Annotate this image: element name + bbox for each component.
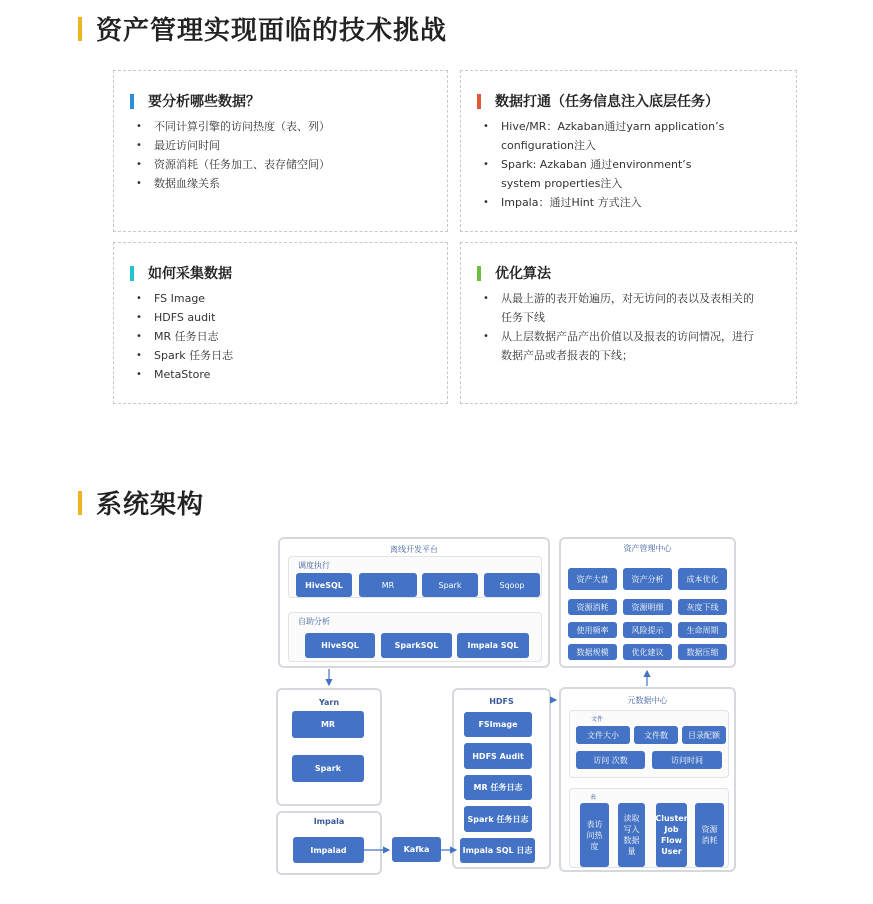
node-gray-offline: 灰度下线	[678, 599, 727, 615]
list-item: • Spark 任务日志	[136, 346, 233, 365]
node-data-scale: 数据规模	[568, 644, 617, 660]
box-title: Yarn	[318, 698, 340, 707]
node-fsimage: FSImage	[464, 712, 532, 737]
node-data-compress: 数据压缩	[678, 644, 727, 660]
node-lifecycle: 生命周期	[678, 622, 727, 638]
list-item: • MR 任务日志	[136, 327, 233, 346]
node-yarn-spark: Spark	[292, 755, 364, 782]
box-title: 资产管理中心	[623, 544, 672, 553]
node-file-count: 文件数	[634, 726, 678, 744]
node-sparksql: SparkSQL	[381, 633, 452, 658]
node-access-count: 访问 次数	[576, 751, 645, 769]
box-title: 离线开发平台	[390, 545, 438, 554]
node-hivesql-self: HiveSQL	[305, 633, 375, 658]
node-read-write: 读取写入数据量	[618, 803, 645, 867]
node-optimize-suggest: 优化建议	[623, 644, 672, 660]
card-title: 如何采集数据	[148, 266, 232, 282]
card-title: 优化算法	[495, 266, 551, 282]
node-dir-quota: 目录配额	[682, 726, 726, 744]
node-kafka: Kafka	[392, 837, 441, 862]
node-hivesql: HiveSQL	[296, 573, 352, 597]
group-label: 自助分析	[298, 617, 330, 626]
group-label: 表	[590, 794, 597, 801]
list-item: • FS Image	[136, 289, 233, 308]
list-item: • 不同计算引擎的访问热度（表、列）	[136, 117, 330, 136]
node-impalad: Impalad	[293, 837, 364, 863]
section-title-text: 系统架构	[96, 490, 205, 520]
node-risk-alert: 风险提示	[623, 622, 672, 638]
node-resource-consumption: 资源消耗	[568, 599, 617, 615]
list-item: • MetaStore	[136, 365, 233, 384]
list-item: • Hive/MR：Azkaban通过yarn application’s configuration注入	[483, 117, 733, 155]
list-item: • 从最上游的表开始遍历，对无访问的表以及表相关的任务下线	[483, 289, 758, 327]
node-mr: MR	[359, 573, 417, 597]
list-item: • 最近访问时间	[136, 136, 330, 155]
box-title: 元数据中心	[627, 696, 668, 705]
node-resource-use: 资源消耗	[695, 803, 724, 867]
node-cost-optimization: 成本优化	[678, 568, 727, 590]
node-mr-log: MR 任务日志	[464, 775, 532, 800]
node-table-heat: 表访问热度	[580, 803, 609, 867]
node-impala-sql: Impala SQL	[457, 633, 529, 658]
list-item: • 资源消耗（任务加工、表存储空间）	[136, 155, 330, 174]
node-file-size: 文件大小	[576, 726, 630, 744]
node-cluster-job: Cluster Job Flow User	[656, 803, 687, 867]
node-spark-log: Spark 任务日志	[464, 806, 532, 832]
node-impala-sql-log: Impala SQL 日志	[460, 838, 535, 863]
card-title: 数据打通（任务信息注入底层任务）	[495, 94, 719, 110]
list-item: • Spark: Azkaban 通过environment’s system properties注入	[483, 155, 733, 193]
box-title: HDFS	[489, 697, 514, 706]
node-spark: Spark	[422, 573, 478, 597]
box-title: Impala	[313, 817, 345, 826]
group-label: 文件	[591, 716, 604, 723]
node-hdfs-audit: HDFS Audit	[464, 743, 532, 769]
card-title: 要分析哪些数据？	[148, 94, 260, 110]
list-item: • 从上层数据产品产出价值以及报表的访问情况，进行数据产品或者报表的下线；	[483, 327, 758, 365]
node-yarn-mr: MR	[292, 711, 364, 738]
list-item: • Impala：通过Hint 方式注入	[483, 193, 733, 212]
list-item: • HDFS audit	[136, 308, 233, 327]
node-sqoop: Sqoop	[484, 573, 540, 597]
node-usage-frequency: 使用频率	[568, 622, 617, 638]
node-access-time: 访问时间	[652, 751, 722, 769]
list-item: • 数据血缘关系	[136, 174, 330, 193]
node-asset-dashboard: 资产大盘	[568, 568, 617, 590]
group-label: 调度执行	[298, 561, 330, 570]
node-asset-analysis: 资产分析	[623, 568, 672, 590]
node-resource-detail: 资源明细	[623, 599, 672, 615]
section-title-text: 资产管理实现面临的技术挑战	[96, 16, 448, 46]
